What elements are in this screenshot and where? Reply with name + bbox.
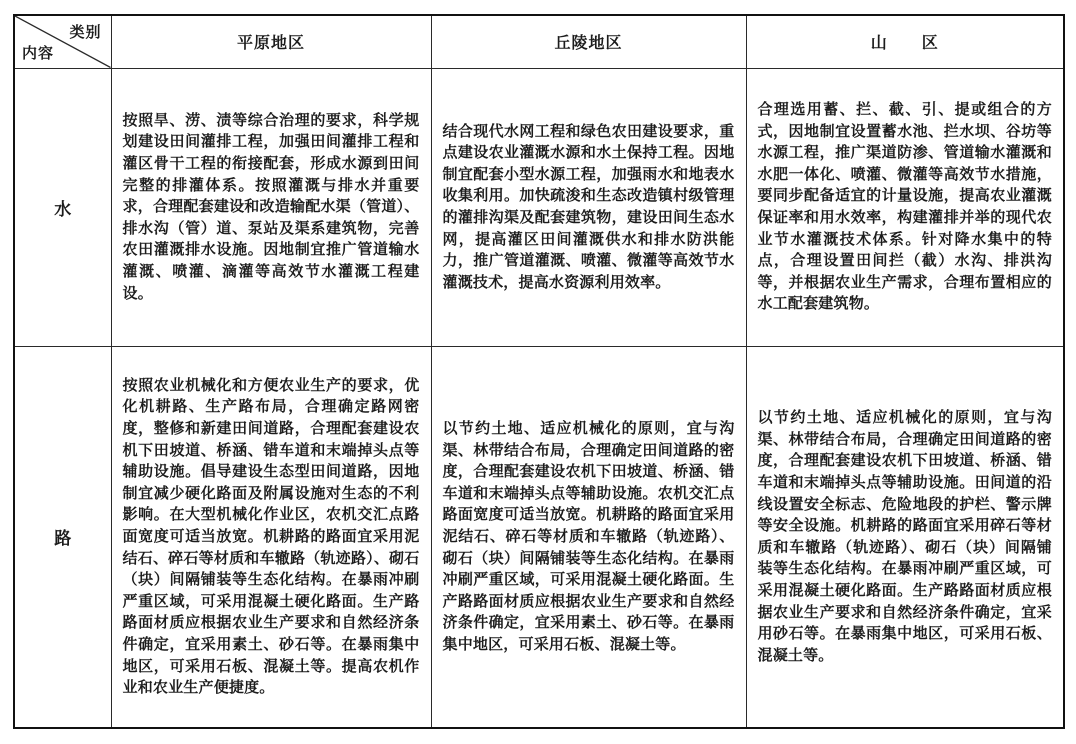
cell-text: 按照旱、涝、渍等综合治理的要求，科学规划建设田间灌排工程，加强田间灌排工程和灌区骨干工程的衔接配套，形成水源到田间完整的排灌体系。按照灌溉与排水并重要求，合理配套建设和改造输配水渠（管道）、排水沟（管）道、泵站及渠系建筑物，完善农田灌溉排水设施。因地制宜推广管道输水灌溉、喷灌、滴灌等高效节水灌溉工程建设。 [122, 110, 420, 302]
table-row-water [14, 68, 1064, 346]
region-comparison-table [13, 14, 1065, 729]
column-header-hilly-region: 丘陵地区 [431, 15, 746, 68]
cell-water-hilly [431, 68, 746, 346]
cell-water-plain [111, 68, 431, 346]
cell-road-plain [111, 346, 431, 728]
corner-category-label: 类别 [69, 23, 102, 41]
corner-content-label: 内容 [22, 43, 55, 62]
row-label-road: 路 [14, 346, 111, 728]
cell-road-hilly [431, 346, 746, 728]
cell-text: 合理选用蓄、拦、截、引、提或组合的方式，因地制宜设置蓄水池、拦水坝、谷坊等水源工程，推广渠道防渗、管道输水灌溉和水肥一体化、喷灌、微灌等高效节水措施，要同步配备适宜的计量设施，提高农业灌溉保证率和用水效率，构建灌排并举的现代农业节水灌溉技术体系。针对降水集中的特点，合理设置田间拦（截）水沟、排洪沟等，并根据农业生产需求，合理布置相应的水工配套建筑物。 [757, 100, 1052, 313]
row-label-water: 水 [14, 68, 111, 346]
cell-text: 以节约土地、适应机械化的原则，宜与沟渠、林带结合布局，合理确定田间道路的密度，合理配套建设农机下田坡道、桥涵、错车道和末端掉头点等辅助设施。田间道的沿线设置安全标志、危险地段的护栏、警示牌等安全设施。机耕路的路面宜采用碎石等材质和车辙路（轨迹路）、砌石（块）间隔铺装等生态化结构。在暴雨冲刷严重区域，可采用混凝土硬化路面。生产路路面材质应根据农业生产要求和自然经济条件确定，宜采用砂石等。在暴雨集中地区，可采用石板、混凝土等。 [757, 408, 1052, 664]
table-row-road [14, 346, 1064, 728]
cell-water-mountain [746, 68, 1064, 346]
column-header-mountain-region: 山 区 [746, 15, 1064, 68]
cell-road-mountain [746, 346, 1064, 728]
cell-text: 以节约土地、适应机械化的原则，宜与沟渠、林带结合布局，合理确定田间道路的密度，合理配套建设农机下田坡道、桥涵、错车道和末端掉头点等辅助设施。农机交汇点路面宽度可适当放宽。机耕路的路面宜采用泥结石、碎石等材质和车辙路（轨迹路）、砌石（块）间隔铺装等生态化结构。在暴雨冲刷严重区域，可采用混凝土硬化路面。生产路路面材质应根据农业生产要求和自然经济条件确定，宜采用素土、砂石等。在暴雨集中地区，可采用石板、混凝土等。 [442, 418, 735, 653]
corner-header-cell [14, 15, 111, 68]
cell-text: 结合现代水网工程和绿色农田建设要求，重点建设农业灌溉水源和水土保持工程。因地制宜配套小型水源工程，加强雨水和地表水收集利用。加快疏浚和生态改造镇村级管理的灌排沟渠及配套建筑物，建设田间生态水网，提高灌区田间灌溉供水和排水防洪能力，推广管道灌溉、喷灌、微灌等高效节水灌溉技术，提高水资源利用效率。 [442, 121, 735, 291]
column-header-plain-region: 平原地区 [111, 15, 431, 68]
header-row [14, 15, 1064, 68]
cell-text: 按照农业机械化和方便农业生产的要求，优化机耕路、生产路布局，合理确定路网密度，整修和新建田间道路，合理配套建设农机下田坡道、桥涵、错车道和末端掉头点等辅助设施。倡导建设生态型田间道路，因地制宜减少硬化路面及附属设施对生态的不利影响。在大型机械化作业区，农机交汇点路面宽度可适当放宽。机耕路的路面宜采用泥结石、碎石等材质和车辙路（轨迹路）、砌石（块）间隔铺装等生态化结构。在暴雨冲刷严重区域，可采用混凝土硬化路面。生产路路面材质应根据农业生产要求和自然经济条件确定，宜采用素土、砂石等。在暴雨集中地区，可采用石板、混凝土等。提高农机作业和农业生产便捷度。 [122, 375, 420, 697]
